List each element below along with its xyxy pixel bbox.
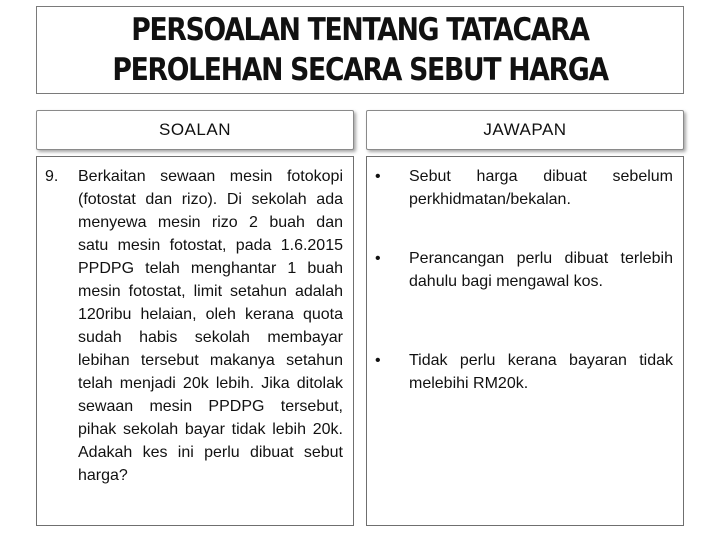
- header-jawapan: JAWAPAN: [366, 110, 684, 150]
- question-panel: [36, 156, 354, 526]
- bullet-icon: •: [375, 352, 381, 369]
- answer-text: Sebut harga dibuat sebelum perkhidmatan/bekalan.: [409, 168, 673, 208]
- answer-text: Perancangan perlu dibuat terlebih dahulu bagi mengawal kos.: [409, 250, 673, 290]
- title-line-2: PEROLEHAN SECARA SEBUT HARGA: [112, 52, 608, 88]
- title-box: [36, 6, 684, 94]
- answer-text: Tidak perlu kerana bayaran tidak melebihi RM20k.: [409, 352, 673, 392]
- header-soalan: SOALAN: [36, 110, 354, 150]
- bullet-icon: •: [375, 168, 381, 185]
- title-line-1: PERSOALAN TENTANG TATACARA: [131, 12, 589, 48]
- answer-panel: [366, 156, 684, 526]
- bullet-icon: •: [375, 250, 381, 267]
- question-text: Berkaitan sewaan mesin fotokopi (fotostat dan rizo). Di sekolah ada menyewa mesin rizo 2 buah dan satu mesin fotostat, pada 1.6.2015 PPDPG telah menghantar 1 buah mesin fotostat, limit setahun adalah 120ribu helaian, oleh kerana quota sudah habis sekolah membayar lebihan tersebut makanya setahun telah menjadi 20k lebih. Jika ditolak sewaan mesin PPDPG tersebut, pihak sekolah bayar tidak lebih 20k. Adakah kes ini perlu dibuat sebut harga?: [78, 168, 343, 484]
- question-number: 9.: [45, 168, 59, 185]
